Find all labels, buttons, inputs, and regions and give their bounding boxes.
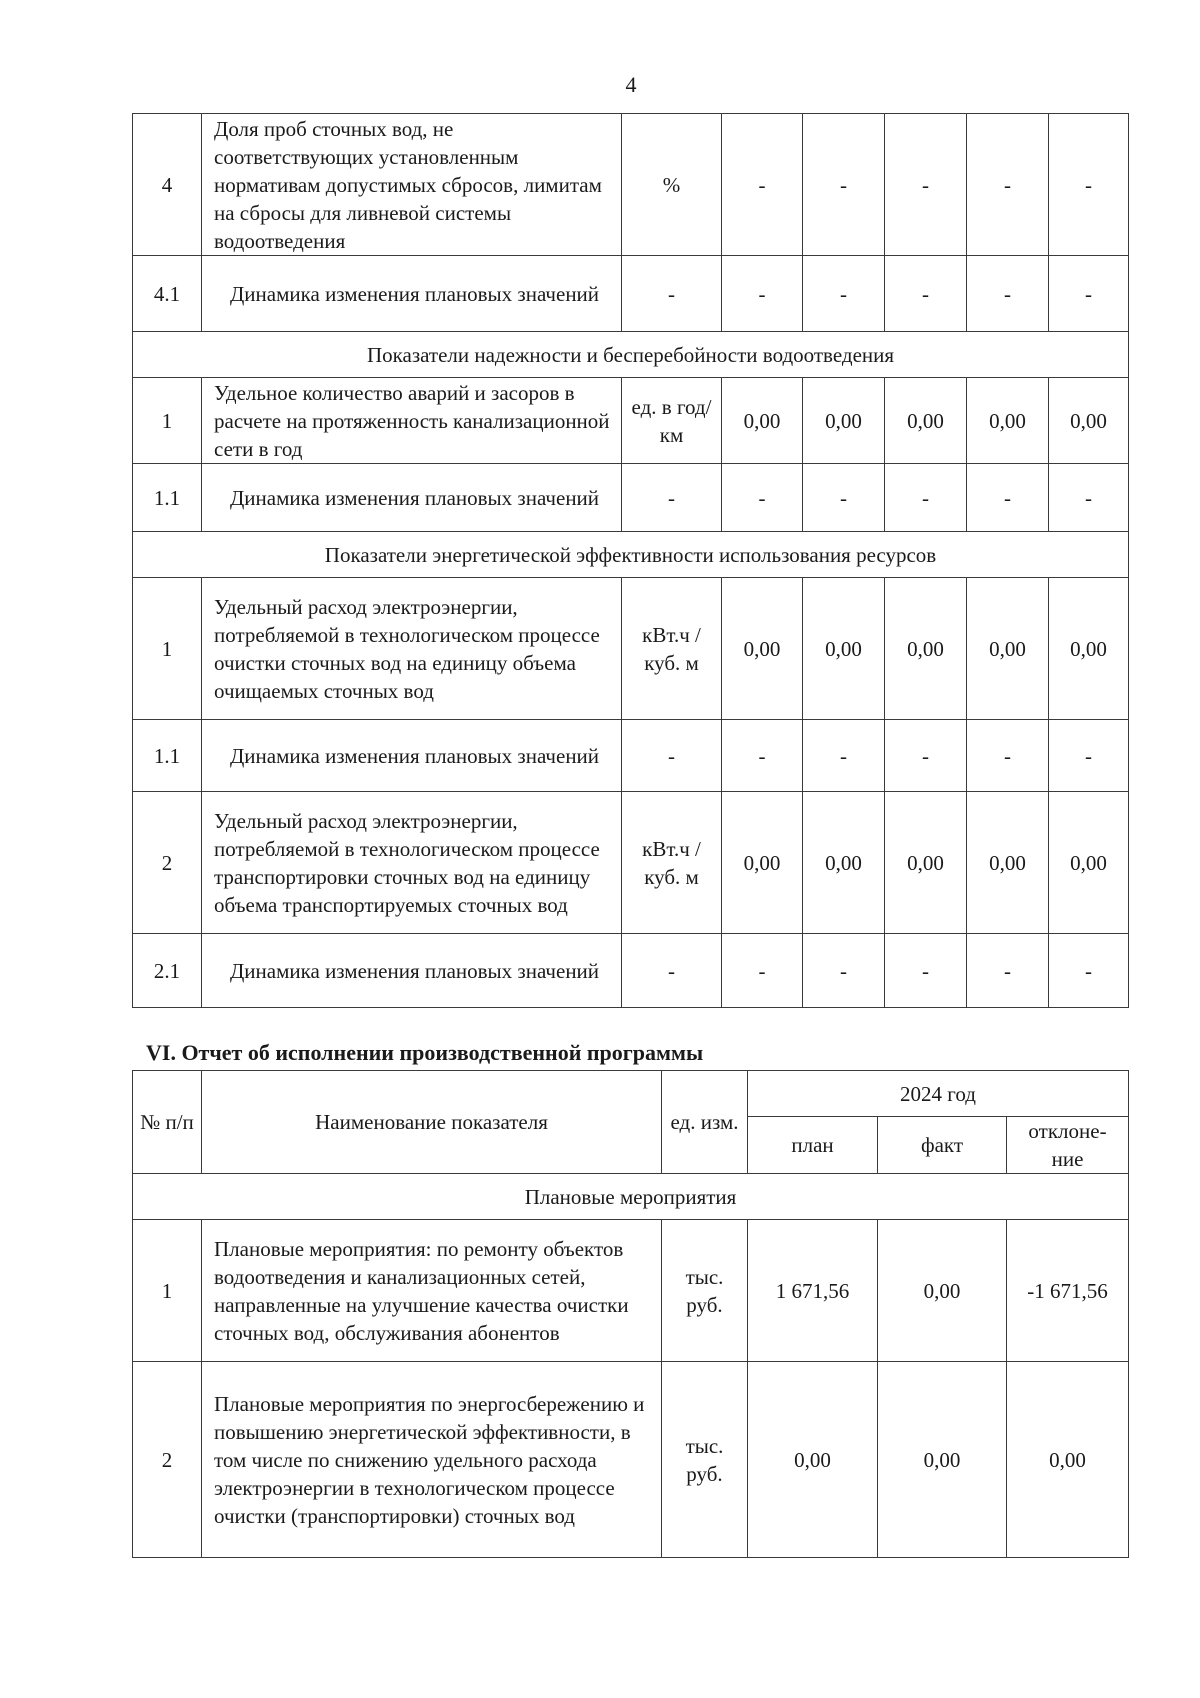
row-value: -: [803, 720, 885, 792]
row-unit: кВт.ч / куб. м: [622, 792, 722, 934]
program-report-table: [132, 1070, 1129, 1558]
row-value: 0,00: [803, 792, 885, 934]
row-unit: -: [622, 464, 722, 532]
row-plan: 0,00: [748, 1362, 878, 1558]
row-value: -: [722, 464, 803, 532]
row-name: Доля проб сточных вод, не соответствующих установленным нормативам допустимых сбросов, лимитам на сбросы для ливневой системы водоотведения: [202, 114, 622, 256]
row-value: -: [1049, 464, 1129, 532]
row-unit: %: [622, 114, 722, 256]
row-name: Удельный расход электроэнергии, потребляемой в технологическом процессе очистки сточных вод на единицу объема очищаемых сточных вод: [202, 578, 622, 720]
row-unit: кВт.ч / куб. м: [622, 578, 722, 720]
section-title: Плановые мероприятия: [133, 1174, 1129, 1220]
row-value: 0,00: [1049, 578, 1129, 720]
row-num: 1: [133, 578, 202, 720]
row-value: -: [967, 720, 1049, 792]
report-header-row: [133, 1071, 1129, 1117]
row-value: 0,00: [967, 578, 1049, 720]
header-name: Наименование показателя: [202, 1071, 662, 1174]
page-number: 4: [625, 72, 637, 97]
row-unit: -: [622, 256, 722, 332]
row-value: -: [967, 464, 1049, 532]
row-deviation: -1 671,56: [1007, 1220, 1129, 1362]
row-name: Динамика изменения плановых значений: [202, 464, 622, 532]
row-num: 1: [133, 1220, 202, 1362]
row-num: 1: [133, 378, 202, 464]
row-unit: -: [622, 934, 722, 1008]
row-unit: ед. в год/ км: [622, 378, 722, 464]
section-row: [133, 532, 1129, 578]
table-row: [133, 934, 1129, 1008]
row-value: -: [967, 256, 1049, 332]
section-title: Показатели энергетической эффективности использования ресурсов: [133, 532, 1129, 578]
row-value: 0,00: [722, 792, 803, 934]
row-name: Плановые мероприятия по энергосбережению и повышению энергетической эффективности, в том числе по снижению удельного расхода электроэнергии в технологическом процессе очистки (транспортировки) сточных вод: [202, 1362, 662, 1558]
row-value: -: [722, 934, 803, 1008]
row-value: 0,00: [885, 378, 967, 464]
row-num: 4.1: [133, 256, 202, 332]
row-num: 1.1: [133, 464, 202, 532]
header-fact: факт: [878, 1117, 1007, 1174]
table-row: [133, 578, 1129, 720]
row-value: -: [1049, 114, 1129, 256]
table-row: [133, 1362, 1129, 1558]
table-row: [133, 378, 1129, 464]
row-name: Удельное количество аварий и засоров в расчете на протяженность канализационной сети в год: [202, 378, 622, 464]
row-value: -: [722, 720, 803, 792]
row-name: Удельный расход электроэнергии, потребляемой в технологическом процессе транспортировки сточных вод на единицу объема транспортируемых сточных вод: [202, 792, 622, 934]
row-plan: 1 671,56: [748, 1220, 878, 1362]
row-value: -: [967, 934, 1049, 1008]
row-value: 0,00: [1049, 378, 1129, 464]
row-value: -: [885, 464, 967, 532]
row-unit: тыс. руб.: [662, 1220, 748, 1362]
row-fact: 0,00: [878, 1220, 1007, 1362]
row-num: 2: [133, 792, 202, 934]
header-unit: ед. изм.: [662, 1071, 748, 1174]
row-value: -: [803, 256, 885, 332]
table-row: [133, 792, 1129, 934]
row-value: -: [885, 934, 967, 1008]
indicators-table: [132, 113, 1129, 1008]
table-row: [133, 114, 1129, 256]
indicators-table-body: [133, 114, 1129, 1008]
header-year: 2024 год: [748, 1071, 1129, 1117]
header-plan: план: [748, 1117, 878, 1174]
table-row: [133, 464, 1129, 532]
row-unit: тыс. руб.: [662, 1362, 748, 1558]
row-value: 0,00: [967, 792, 1049, 934]
row-value: -: [803, 114, 885, 256]
section-row: [133, 332, 1129, 378]
row-value: -: [885, 256, 967, 332]
row-value: -: [722, 256, 803, 332]
row-num: 1.1: [133, 720, 202, 792]
row-value: 0,00: [885, 792, 967, 934]
row-value: 0,00: [803, 378, 885, 464]
row-value: 0,00: [885, 578, 967, 720]
row-value: -: [967, 114, 1049, 256]
row-name: Плановые мероприятия: по ремонту объектов водоотведения и канализационных сетей, направленные на улучшение качества очистки сточных вод, обслуживания абонентов: [202, 1220, 662, 1362]
row-name: Динамика изменения плановых значений: [202, 934, 622, 1008]
row-name: Динамика изменения плановых значений: [202, 256, 622, 332]
row-deviation: 0,00: [1007, 1362, 1129, 1558]
row-num: 4: [133, 114, 202, 256]
section-title: Показатели надежности и бесперебойности водоотведения: [133, 332, 1129, 378]
row-value: -: [885, 114, 967, 256]
row-name: Динамика изменения плановых значений: [202, 720, 622, 792]
table-row: [133, 256, 1129, 332]
row-value: -: [1049, 934, 1129, 1008]
row-value: 0,00: [967, 378, 1049, 464]
row-value: -: [803, 464, 885, 532]
table-row: [133, 720, 1129, 792]
row-value: -: [722, 114, 803, 256]
row-fact: 0,00: [878, 1362, 1007, 1558]
row-unit: -: [622, 720, 722, 792]
table-row: [133, 1220, 1129, 1362]
row-value: -: [1049, 720, 1129, 792]
row-num: 2.1: [133, 934, 202, 1008]
row-value: -: [885, 720, 967, 792]
report-heading: VI. Отчет об исполнении производственной программы: [146, 1040, 704, 1065]
row-value: -: [803, 934, 885, 1008]
row-value: 0,00: [1049, 792, 1129, 934]
row-value: 0,00: [803, 578, 885, 720]
row-value: -: [1049, 256, 1129, 332]
row-value: 0,00: [722, 578, 803, 720]
section-row: [133, 1174, 1129, 1220]
row-value: 0,00: [722, 378, 803, 464]
header-num: № п/п: [133, 1071, 202, 1174]
row-num: 2: [133, 1362, 202, 1558]
header-deviation: отклоне-ние: [1007, 1117, 1129, 1174]
